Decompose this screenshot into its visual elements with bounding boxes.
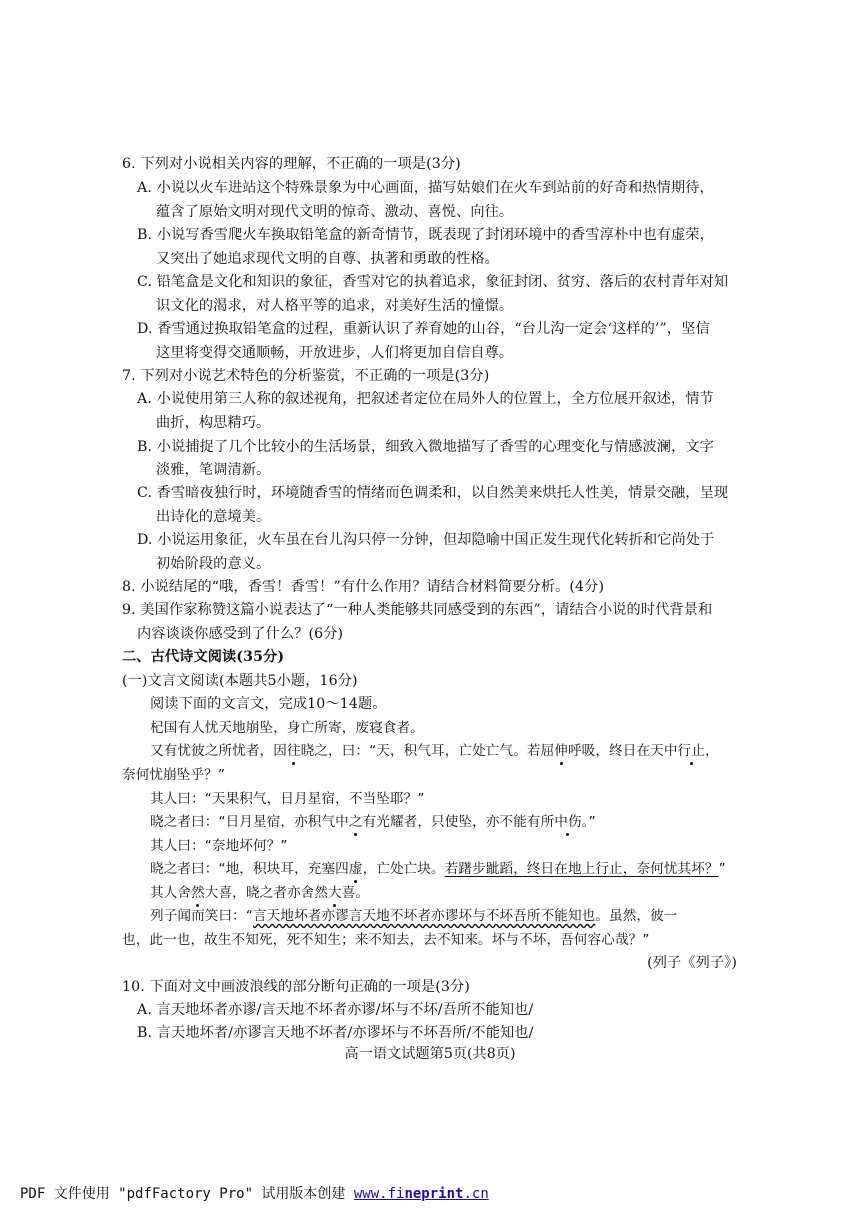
pdf-footer-text: PDF 文件使用 "pdfFactory Pro" 试用版本创建 [20,1186,354,1202]
passage-text: 大喜，晓之者亦舍然 [204,885,329,901]
passage-text: ” [718,861,726,877]
passage-text: 列子闻而笑曰：“ [150,908,253,924]
passage-text: 晓之，曰：“天，积气耳，亡处亡气。若屈 [300,743,555,759]
passage-text: 又有忧彼之所忧者，因 [150,743,287,759]
dotted-word: 往 [286,743,301,759]
question-10-option-b: B. 言天地坏者/亦谬言天地不坏者/亦谬坏与不坏吾所/不能知也/ [137,1025,534,1041]
section-title: 二、古代诗文阅读(35分) [122,649,285,665]
passage-text: 。” [581,814,596,830]
passage-line-4 [150,813,596,831]
section-subtitle: (一)文言文阅读(本题共5小题，16分) [122,673,358,689]
question-7-option-b-cont: 淡雅，笔调清新。 [156,462,271,478]
question-9-cont: 内容谈谈你感受到了什么？(6分) [137,626,344,642]
question-10-option-a: A. 言天地坏者亦谬/言天地不坏者亦谬/坏与不坏/吾所不能知也/ [137,1002,534,1018]
link-text-b: neprint [404,1186,464,1202]
passage-line-1: 杞国有人忧天地崩坠，身亡所寄，废寝食者。 [150,720,424,736]
question-7-option-c-cont: 出诗化的意境美。 [156,509,271,525]
question-9: 9. 美国作家称赞这篇小说表达了“一种人类能够共同感受到的东西”，请结合小说的时代背景和 [122,602,713,618]
passage-line-5: 其人曰：“奈地坏何？” [150,838,288,854]
question-6-option-d: D. 香雪通过换取铅笔盒的过程，重新认识了养育她的山谷，“台儿沟一定会‘这样的’”，坚信 [137,321,710,337]
passage-line-2-cont: 奈何忧崩坠乎？” [122,767,225,783]
dotted-word: 虚 [348,861,363,877]
question-10-stem: 10. 下面对文中画波浪线的部分断句正确的一项是(3分) [122,979,470,995]
passage-text: 喜。 [341,885,370,901]
dotted-word: 中伤 [554,814,582,830]
passage-line-8 [150,907,678,925]
question-6-option-b-cont: 又突出了她追求现代文明的自尊、执著和勇敢的性格。 [156,251,499,267]
passage-line-8-cont: 也，此一也，故生不知死，死不知生；来不知去，去不知来。坏与不坏，吾何容心哉？” [122,932,650,948]
fineprint-link[interactable] [354,1186,489,1202]
dotted-word: 之 [348,814,363,830]
question-7-option-b: B. 小说捕捉了几个比较小的生活场景，细致入微地描写了香雪的心理变化与情感波澜，文字 [137,439,714,455]
passage-text: 晓之者曰：“地，积块耳，充塞四 [150,861,349,877]
link-text-c: .cn [463,1186,489,1202]
reading-instruction: 阅读下面的文言文，完成10～14题。 [150,696,387,712]
question-7-option-c: C. 香雪暗夜独行时，环境随香雪的情绪而色调柔和，以自然美来烘托人性美，情景交融，呈现 [137,485,729,501]
question-6-option-a: A. 小说以火车进站这个特殊景象为中心画面，描写姑娘们在火车到站前的好奇和热情期待， [137,180,714,196]
dotted-word: 大 [328,885,342,901]
question-6-option-c: C. 铅笔盒是文化和知识的象征，香雪对它的执着追求，象征封闭、贫穷、落后的农村青年对知 [137,274,729,290]
passage-text: 晓之者曰：“日月星宿，亦积气中 [150,814,349,830]
passage-source: (列子《列子》) [647,955,737,971]
passage-line-2 [150,742,719,760]
passage-text: 有光耀者，只使坠，亦不能有所 [362,814,555,830]
question-6-option-d-cont: 这里将变得交通顺畅，开放进步，人们将更加自信自尊。 [156,345,514,361]
passage-text: 其人舍 [150,885,192,901]
question-6-option-b: B. 小说写香雪爬火车换取铅笔盒的新奇情节，既表现了封闭环境中的香雪淳朴中也有虚荣， [137,227,714,243]
passage-line-3: 其人曰：“天果积气，日月星宿，不当坠耶？” [150,791,425,807]
link-text-a: www.fi [353,1186,405,1202]
passage-line-6 [150,860,726,878]
passage-line-7 [150,884,369,902]
question-6-option-c-cont: 识文化的渴求，对人格平等的追求，对美好生活的憧憬。 [156,298,514,314]
pdf-watermark-footer [20,1185,489,1203]
question-6-stem: 6. 下列对小说相关内容的理解，不正确的一项是(3分) [122,156,461,172]
question-7-stem: 7. 下列对小说艺术特色的分析鉴赏，不正确的一项是(3分) [122,368,490,384]
dotted-word: 行止 [677,743,705,759]
question-7-option-d-cont: 初始阶段的意义。 [156,556,271,572]
passage-text: 。虽然，彼一 [595,908,678,924]
page-number-footer: 高一语文试题第5页(共8页) [344,1046,516,1062]
question-8: 8. 小说结尾的“哦，香雪！香雪！”有什么作用？请结合材料简要分析。(4分) [122,579,605,595]
question-7-option-a: A. 小说使用第三人称的叙述视角，把叙述者定位在局外人的位置上，全方位展开叙述，情节 [137,391,714,407]
dotted-word: 伸 [554,743,568,759]
passage-text: 呼吸，终日在天中 [567,743,678,759]
wavy-underlined-sentence: 言天地坏者亦谬言天地不坏者亦谬坏与不坏吾所不能知也 [253,908,596,924]
passage-text: ， [704,743,719,759]
dotted-word: 然 [191,885,205,901]
question-6-option-a-cont: 蕴含了原始文明对现代文明的惊奇、激动、喜悦、向往。 [156,204,514,220]
underlined-sentence: 若躇步跐蹈，终日在地上行止，奈何忧其坏？ [444,861,719,877]
passage-text: ，亡处亡块。 [362,861,445,877]
question-7-option-d: D. 小说运用象征，火车虽在台儿沟只停一分钟，但却隐喻中国正发生现代化转折和它尚处于 [137,532,715,548]
question-7-option-a-cont: 曲折，构思精巧。 [156,415,271,431]
